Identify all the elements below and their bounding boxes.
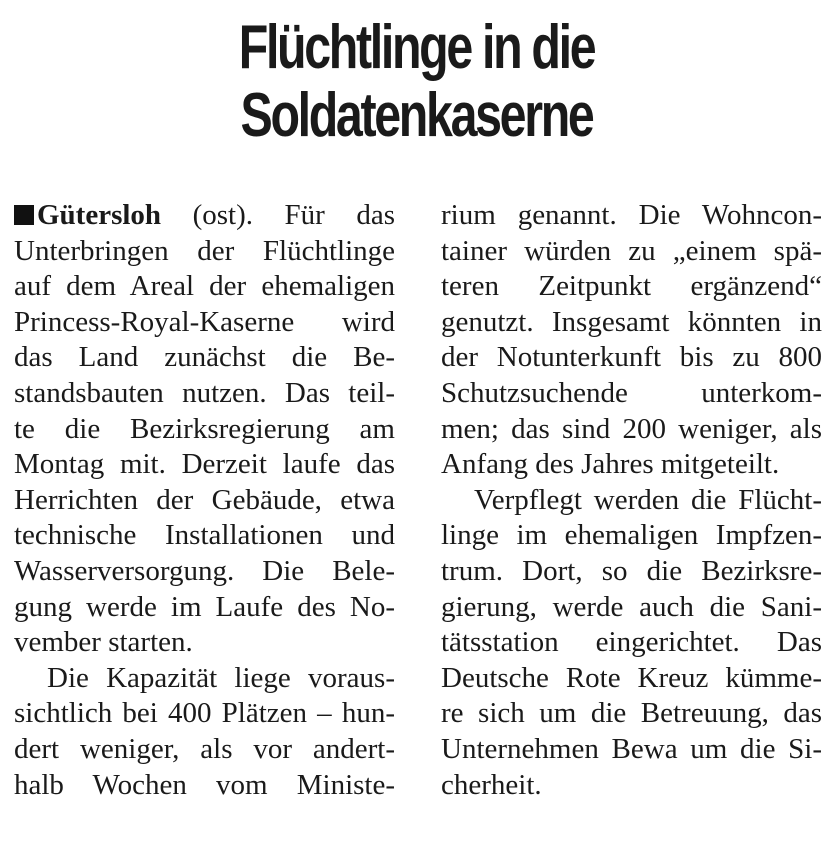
- text-line: Princess-Royal-Kaserne wird: [14, 305, 395, 338]
- text-line: Schutzsuchende unterkom-: [441, 376, 822, 409]
- text-line: standsbauten nutzen. Das teil-: [14, 376, 395, 409]
- text-line: genutzt. Insgesamt könnten in: [441, 305, 822, 338]
- text-line: te die Bezirksregierung am: [14, 412, 395, 445]
- text-line: Unterbringen der Flüchtlinge: [14, 234, 395, 267]
- text-line: sichtlich bei 400 Plätzen – hun-: [14, 697, 395, 730]
- text-line: rium genannt. Die Wohncon-: [441, 199, 822, 231]
- text-line: das Land zunächst die Be-: [14, 341, 395, 374]
- text-line: tätsstation eingerichtet. Das: [441, 626, 822, 659]
- text-line: Die Kapazität liege voraus-: [47, 661, 395, 694]
- text-line: Herrichten der Gebäude, etwa: [14, 483, 395, 516]
- headline-line-2: Soldatenkaserne: [240, 81, 593, 150]
- text-line: vember starten.: [14, 626, 193, 659]
- dateline: Gütersloh: [37, 199, 162, 231]
- text-line: cherheit.: [441, 768, 542, 801]
- text-line: trum. Dort, so die Bezirksre-: [441, 554, 822, 587]
- text-line: halb Wochen vom Ministe-: [14, 768, 395, 801]
- text-line: men; das sind 200 weniger, als: [441, 412, 822, 445]
- text-line: re sich um die Betreuung, das: [441, 697, 822, 730]
- article-column-2: [441, 198, 822, 803]
- text-line: Verpflegt werden die Flücht-: [474, 483, 822, 516]
- text-line: teren Zeitpunkt ergänzend“: [441, 270, 822, 303]
- headline-line-1: Flüchtlinge in die: [238, 13, 595, 82]
- text-line: dert weniger, als vor andert-: [14, 732, 395, 765]
- text-line: Montag mit. Derzeit laufe das: [14, 448, 395, 481]
- text-line: linge im ehemaligen Impfzen-: [441, 519, 822, 552]
- text-line: gung werde im Laufe des No-: [14, 590, 395, 623]
- text-line-segment: (ost). Für das: [161, 199, 395, 231]
- text-line: Wasserversorgung. Die Bele-: [14, 554, 395, 587]
- text-line: Deutsche Rote Kreuz kümme-: [441, 661, 822, 694]
- text-line: [14, 198, 395, 234]
- text-line: Unternehmen Bewa um die Si-: [441, 732, 822, 765]
- text-line: tainer würden zu „einem spä-: [441, 234, 822, 267]
- text-line: gierung, werde auch die Sani-: [441, 590, 822, 623]
- text-line: technische Installationen und: [14, 519, 395, 552]
- text-line: auf dem Areal der ehemaligen: [14, 270, 395, 303]
- square-bullet-icon: [14, 205, 34, 225]
- article-column-1: [14, 198, 395, 803]
- text-line: Anfang des Jahres mitgeteilt.: [441, 448, 780, 481]
- headline: [92, 14, 742, 150]
- text-line: der Notunterkunft bis zu 800: [441, 341, 822, 374]
